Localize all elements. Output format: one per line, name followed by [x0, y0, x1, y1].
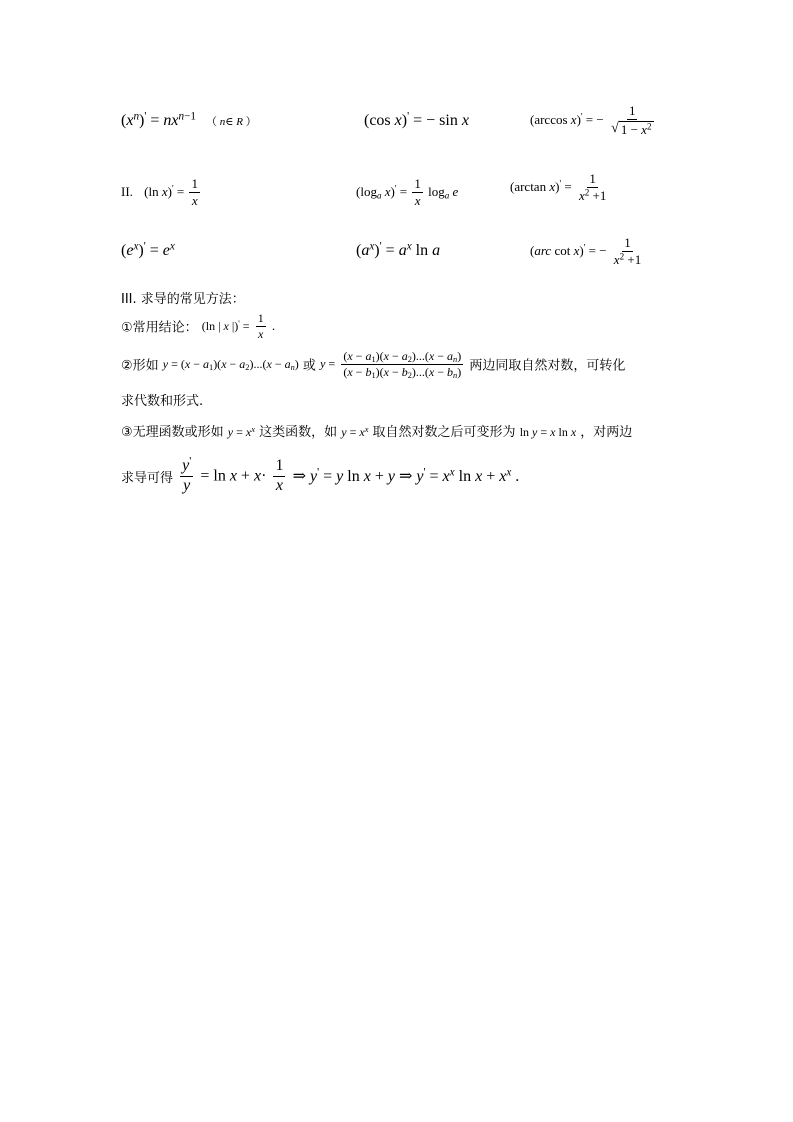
log-rule: ($\log_a$ x)' = $\frac{1}{x}$ $\log_a e$ [356, 176, 459, 208]
method-2: ②形如 $y = (x - a_1)(x - a_2)...(x - a_n)$ 或 y = $\frac{(x - a_1)(x - a_2)...(x - a_n)}{(x - b_1)(x - b_2)...(x - b_n)}$ 两边同取自然对数，可转化 [121, 349, 626, 380]
exp-rule: $(e^x)' = e^x$ [121, 240, 175, 259]
method-2-prefix: ②形如 [121, 358, 159, 374]
method-1: ①常用结论： (ln | x |)' = $\frac{1}{x}$ . [121, 311, 276, 341]
method-3: ③无理函数或形如 $y = x^x$ 这类函数，如 $y = x^x$ 取自然对数之后可变形为 ln y = x ln x ，对两边 [121, 424, 633, 440]
method-3-text-a: 这类函数，如 [259, 425, 338, 440]
method-3-line2-prefix: 求导可得 [121, 470, 174, 486]
method-1-prefix: ①常用结论： [121, 320, 198, 336]
method-3-text-b: 取自然对数之后可变形为 [372, 425, 516, 440]
method-3-prefix: ③无理函数或形如 [121, 425, 224, 440]
power-rule-formula: $(x^n)' = nx^{n-1}$ [121, 110, 197, 129]
power-rule [121, 112, 257, 130]
method-3-derivation: 求导可得 $\frac{y'}{y}$ = ln x + x· $\frac{1}{x}$ ⇒ y' = y ln x + y ⇒ $y' = x^x$ $\ln x + x^x$ . [121, 455, 520, 494]
method-3-text-c: ，对两边 [580, 425, 633, 440]
arccot-rule: (arc cot x)' = − $\frac{1}{x^2 +1}$ [530, 235, 642, 267]
exp-a-rule: $(a^x)' = a^x$ ln a [356, 240, 441, 259]
ln-rule: II. (ln x)' = $\frac{1}{x}$ [121, 176, 198, 208]
method-2-text2: 求代数和形式. [121, 394, 204, 409]
arccos-rule: (arccos x)' = − 1 √ $1 - x^2$ [530, 103, 652, 137]
power-rule-condition: （ n∈ R ） [206, 116, 257, 128]
method-2-text: 两边同取自然对数，可转化 [469, 358, 626, 374]
section-iii-heading: III. 求导的常见方法： [121, 292, 245, 307]
method-2-or: 或 [302, 358, 316, 374]
arctan-rule: (arctan x)' = $\frac{1}{x^2 +1}$ [510, 171, 607, 203]
section-ii-label: II. [121, 184, 133, 200]
cos-rule: (cos x)' = − sin x [364, 110, 469, 129]
